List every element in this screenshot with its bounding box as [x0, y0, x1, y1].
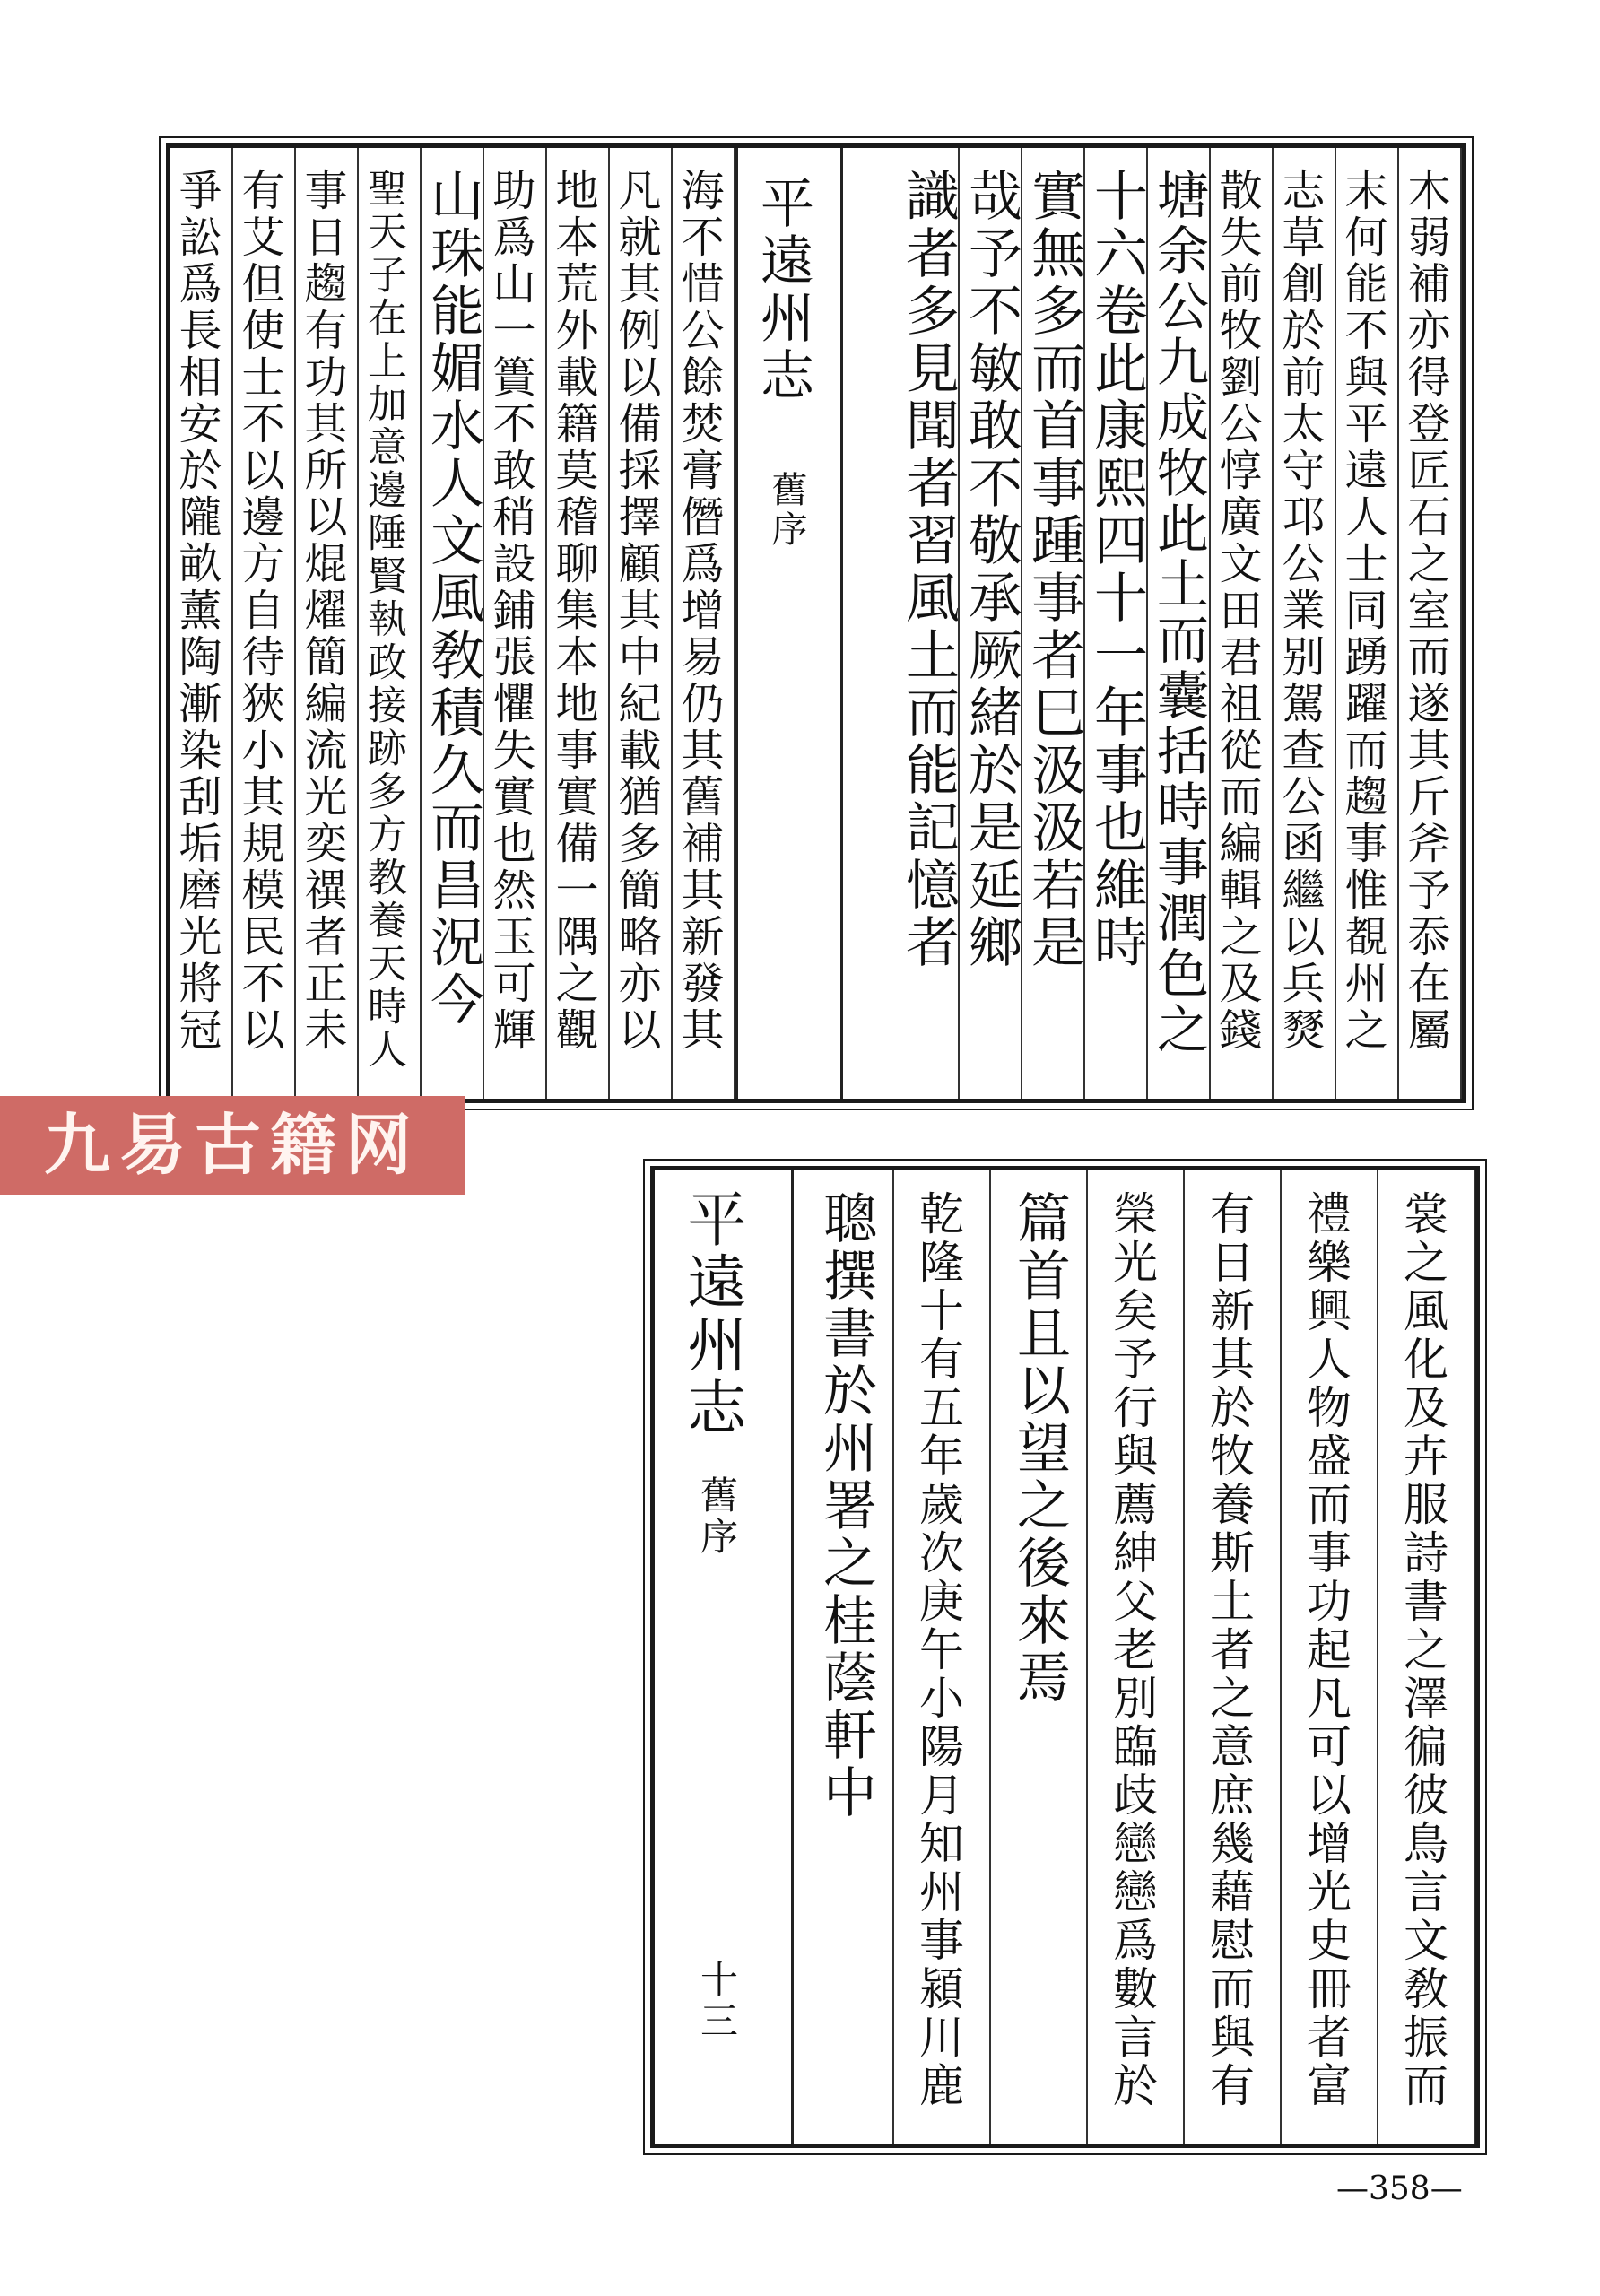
text-column	[1378, 1170, 1475, 2144]
column-text: 事日趨有功其所以焜燿簡編流光奕禩者正未	[297, 168, 347, 1054]
text-column	[894, 1170, 991, 2144]
text-column	[1085, 148, 1148, 1099]
bottom-page-panel	[650, 1166, 1480, 2148]
leaf-number: 十三	[695, 1960, 739, 2042]
text-column	[610, 148, 673, 1099]
text-column	[1088, 1170, 1185, 2144]
section-label: 舊序	[766, 471, 807, 550]
text-column	[991, 1170, 1088, 2144]
column-text: 山珠能媚水人文風敎積久而昌況今	[422, 168, 484, 1029]
column-text: 聖天子在上加意邊陲賢執政接跡多方教養天時人	[361, 168, 406, 1072]
column-text: 末何能不與平遠人士同踴躍而趨事惟覩州之	[1337, 168, 1387, 1054]
site-watermark: 九易古籍网	[0, 1096, 465, 1195]
bottom-center-column	[655, 1170, 794, 2144]
text-column	[1336, 148, 1399, 1099]
text-column	[673, 148, 735, 1099]
column-text: 實無多而首事踵事者巳汲汲若是	[1022, 168, 1085, 971]
column-text: 助爲山一簣不敢稍設鋪張懼失實也然玉可輝	[485, 168, 535, 1054]
text-column	[359, 148, 422, 1099]
column-text: 塘余公九成牧此土而囊括時事潤色之	[1148, 168, 1209, 1057]
column-text: 禮樂興人物盛而事功起凡可以增光史冊者富	[1300, 1190, 1352, 2110]
text-column	[960, 148, 1022, 1099]
page-number: —358—	[1336, 2170, 1463, 2207]
text-column	[1148, 148, 1211, 1099]
text-column	[233, 148, 296, 1099]
book-title: 平遠州志	[752, 175, 814, 404]
text-column	[897, 148, 960, 1099]
text-column	[1282, 1170, 1378, 2144]
column-text: 聰撰書於州署之桂蔭軒中	[814, 1190, 877, 1822]
column-text: 識者多見聞者習風土而能記憶者	[897, 168, 960, 971]
column-text: 志草創於前太守邛公業别駕查公函繼以兵燹	[1274, 168, 1325, 1054]
column-text: 爭訟爲長相安於隴畝薰陶漸染刮垢磨光將冠	[171, 168, 222, 1054]
text-column	[296, 148, 359, 1099]
column-text: 木弱補亦得登匠石之室而遂其斤斧予忝在屬	[1400, 168, 1450, 1054]
text-column	[484, 148, 547, 1099]
column-text: 篇首且以望之後來焉	[1008, 1190, 1071, 1707]
column-text: 乾隆十有五年歲次庚午小陽月知州事潁川鹿	[912, 1190, 964, 2110]
text-column	[1399, 148, 1462, 1099]
text-column	[547, 148, 610, 1099]
text-column	[1022, 148, 1085, 1099]
top-center-column	[735, 148, 843, 1099]
column-text: 有日新其於牧養斯土者之意庶幾藉慰而與有	[1203, 1190, 1255, 2110]
column-text: 十六卷此康熙四十一年事也維時	[1085, 168, 1148, 971]
top-page-panel	[166, 144, 1466, 1103]
column-text: 哉予不敏敢不敬承厥緒於是延鄉	[960, 168, 1022, 971]
text-column	[797, 1170, 894, 2144]
text-column	[422, 148, 484, 1099]
text-column	[170, 148, 233, 1099]
text-column	[1185, 1170, 1282, 2144]
column-text: 榮光矣予行與薦紳父老別臨歧戀戀爲數言於	[1106, 1190, 1158, 2110]
text-column	[1211, 148, 1274, 1099]
column-text: 海不惜公餘焚膏僭爲增易仍其舊補其新發其	[674, 168, 724, 1054]
section-label: 舊序	[695, 1475, 739, 1558]
column-text: 地本荒外載籍莫稽聊集本地事實備一隅之觀	[548, 168, 598, 1054]
book-title: 平遠州志	[677, 1188, 746, 1439]
column-text: 裳之風化及卉服詩書之澤徧彼鳥言文敎振而	[1396, 1190, 1448, 2110]
text-column	[1274, 148, 1336, 1099]
column-text: 散失前牧劉公惇廣文田君祖從而編輯之及錢	[1212, 168, 1262, 1054]
column-text: 有艾但使士不以邊方自待狹小其規模民不以	[234, 168, 284, 1054]
column-text: 凡就其例以備採擇顧其中紀載猶多簡略亦以	[611, 168, 661, 1054]
